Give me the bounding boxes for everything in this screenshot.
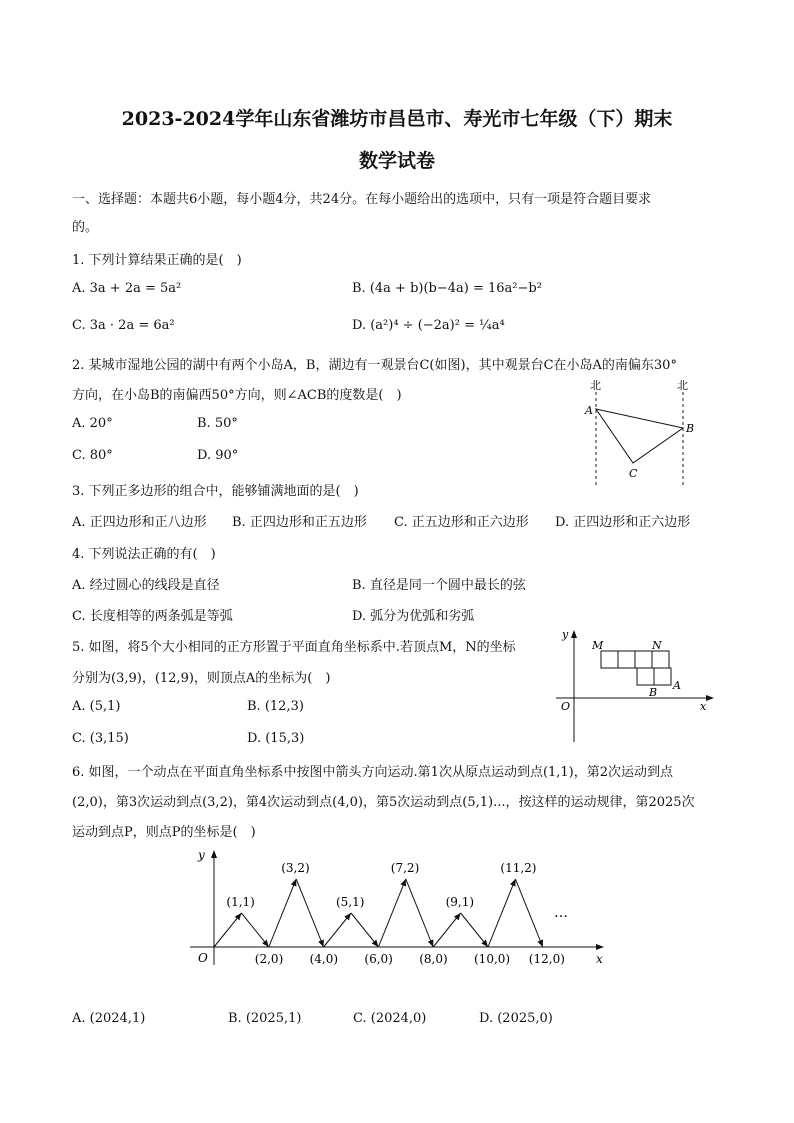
q2-point-a: A [585,404,593,417]
q2-stem-line1: 2. 某城市湿地公园的湖中有两个小岛A，B，湖边有一观景台C(如图)，其中观景台C在小岛A的南偏东30° [72,358,677,373]
q1-option-b[interactable]: B. (4a + b)(b−4a) = 16a²−b² [352,281,542,296]
q3-option-c[interactable]: C. 正五边形和正六边形 [394,515,529,530]
section-instructions: 一、选择题：本题共6小题，每小题4分，共24分。在每小题给出的选项中，只有一项是符合题目要求 [72,192,652,207]
q1-option-d[interactable]: D. (a²)⁴ ÷ (−2a)² = ¼a⁴ [352,318,505,333]
q6-peak-label: (5,1) [336,895,365,909]
q6-option-b[interactable]: B. (2025,1) [228,1011,302,1026]
q5-point-n: N [652,639,662,652]
page-subtitle: 数学试卷 [358,150,435,172]
q5-axis-y-label: y [562,628,569,641]
q2-point-b: B [686,422,695,435]
q1-option-a[interactable]: A. 3a + 2a = 5a² [72,281,182,296]
q4-option-a[interactable]: A. 经过圆心的线段是直径 [72,578,220,593]
q2-option-a[interactable]: A. 20° [72,416,113,431]
q6-move-arrow [269,879,296,947]
q2-stem-line2: 方向，在小岛B的南偏西50°方向，则∠ACB的度数是( ) [72,388,402,403]
q2-option-d[interactable]: D. 90° [197,448,239,463]
q4-option-d[interactable]: D. 弧分为优弧和劣弧 [352,609,475,624]
q5-option-b[interactable]: B. (12,3) [247,699,304,714]
q6-move-arrow [378,879,405,947]
q6-axis-point-label: (10,0) [474,952,511,966]
q6-axis-x-label: x [596,952,603,966]
q6-move-arrow [324,913,351,947]
q6-option-c[interactable]: C. (2024,0) [353,1011,427,1026]
q2-north-label-1: 北 [590,379,601,392]
page-title: 2023-2024学年山东省潍坊市昌邑市、寿光市七年级（下）期末 [121,108,673,130]
q5-option-c[interactable]: C. (3,15) [72,731,129,746]
q5-point-a: A [673,679,681,692]
q2-north-label-2: 北 [677,379,688,392]
q3-option-a[interactable]: A. 正四边形和正八边形 [72,515,207,530]
q6-ellipsis: … [554,905,568,921]
q6-move-arrow [433,913,460,947]
q6-move-arrow [488,879,515,947]
q5-point-b: B [649,686,658,699]
q6-stem-line2: (2,0)，第3次运动到点(3,2)，第4次运动到点(4,0)，第5次运动到点(5,1)...，按这样的运动规律，第2025次 [72,795,695,810]
q6-figure [186,845,616,975]
q6-axis-y-label: y [198,848,205,862]
q6-axis-point-label: (8,0) [419,952,448,966]
q5-figure [552,626,722,746]
q6-peak-label: (9,1) [445,895,475,909]
q4-stem: 4. 下列说法正确的有( ) [72,547,216,562]
q1-stem: 1. 下列计算结果正确的是( ) [72,253,242,268]
q6-move-arrow [351,913,378,947]
q3-option-d[interactable]: D. 正四边形和正六边形 [555,515,691,530]
q6-move-arrow [214,913,241,947]
q6-move-arrow [241,913,268,947]
q3-option-b[interactable]: B. 正四边形和正五边形 [232,515,367,530]
q6-stem-line3: 运动到点P，则点P的坐标是( ) [72,825,256,840]
q6-axis-point-label: (2,0) [254,952,284,966]
q3-stem: 3. 下列正多边形的组合中，能够铺满地面的是( ) [72,484,359,499]
q6-axis-point-label: (12,0) [528,952,565,966]
q6-move-arrow [296,879,323,947]
q2-option-b[interactable]: B. 50° [197,416,238,431]
q5-origin-label: O [561,700,571,713]
q6-move-arrow [461,913,488,947]
q6-peak-label: (7,2) [390,861,420,875]
q6-option-d[interactable]: D. (2025,0) [479,1011,553,1026]
q6-move-arrow [406,879,433,947]
q6-stem-line1: 6. 如图，一个动点在平面直角坐标系中按图中箭头方向运动.第1次从原点运动到点(1,1)，第2次运动到点 [72,765,674,780]
q6-axis-point-label: (6,0) [364,952,393,966]
q6-peak-label: (11,2) [500,861,537,875]
q5-option-d[interactable]: D. (15,3) [247,731,305,746]
q6-option-a[interactable]: A. (2024,1) [72,1011,146,1026]
q5-axis-x-label: x [700,700,707,713]
q4-option-b[interactable]: B. 直径是同一个圆中最长的弦 [352,578,526,593]
q6-origin-label: O [198,951,208,965]
q5-point-m: M [592,639,604,652]
q2-point-c: C [629,467,638,480]
q4-option-c[interactable]: C. 长度相等的两条弧是等弧 [72,609,233,624]
q5-option-a[interactable]: A. (5,1) [72,699,121,714]
q5-stem-line1: 5. 如图，将5个大小相同的正方形置于平面直角坐标系中.若顶点M，N的坐标 [72,640,516,655]
q5-stem-line2: 分别为(3,9)，(12,9)，则顶点A的坐标为( ) [72,671,331,686]
q2-option-c[interactable]: C. 80° [72,448,113,463]
q2-figure [580,378,710,488]
q6-peak-label: (1,1) [226,895,255,909]
q1-option-c[interactable]: C. 3a · 2a = 6a² [72,318,175,333]
q6-peak-label: (3,2) [281,861,310,875]
q6-move-arrow [515,879,542,947]
q6-axis-point-label: (4,0) [309,952,339,966]
section-instructions-cont: 的。 [72,220,99,235]
